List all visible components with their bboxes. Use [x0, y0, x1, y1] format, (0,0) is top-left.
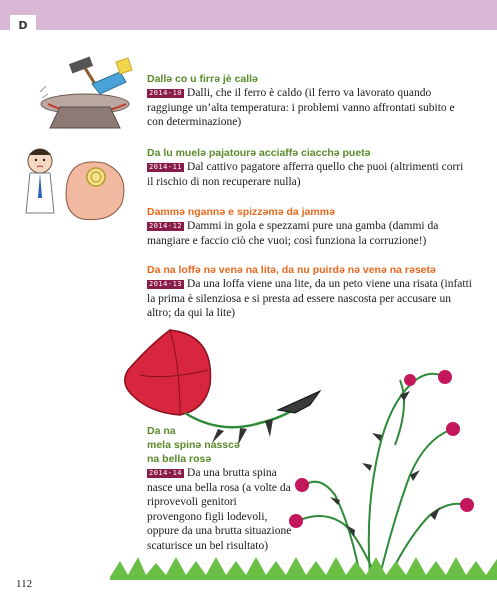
- proverb-code-badge: 2014-13: [149, 280, 183, 288]
- proverb-dialect: Da na loffə nə venə na litə, da nu puirdə nə venə na rəsetə: [147, 264, 436, 276]
- page-number: 112: [16, 578, 33, 590]
- section-header-bar: [0, 0, 497, 30]
- proverb-dialect-line-2: mela spinə nasscə: [147, 439, 240, 451]
- proverb-code-badge: 2014-10: [149, 89, 183, 97]
- man-with-coin-illustration: [22, 143, 132, 225]
- proverb-code-badge: 2014-11: [149, 163, 183, 171]
- proverb-entry-5: [147, 424, 292, 553]
- proverb-entry-2: [147, 146, 467, 189]
- proverb-translation-text: Dal cattivo pagatore afferra quello che puoi (altrimenti corri il rischio di non recuperare nulla): [147, 161, 464, 188]
- proverb-code-badge: 2014-14: [149, 469, 183, 477]
- proverb-translation-text: Da una loffa viene una lite, da un peto viene una risata (infatti la prima è silenziosa e si presta ad essere nascosta per accusare un altro; da qui la lite): [147, 278, 472, 319]
- proverb-dialect-line-1: Da na: [147, 425, 176, 437]
- proverb-translation-text: Da una brutta spina nasce una bella rosa (a volte da riprovevoli genitori provengono figli lodevoli, oppure da una brutta situazione scaturisce un bel risultato): [147, 467, 292, 552]
- proverb-translation: [147, 466, 292, 553]
- proverb-translation: [147, 86, 467, 130]
- hammer-anvil-illustration: [30, 52, 135, 134]
- proverb-translation: [147, 277, 477, 321]
- proverb-entry-4: [147, 263, 477, 321]
- proverb-code-badge: 2014-12: [149, 222, 183, 230]
- proverb-dialect: Da lu muelə pajatourə acciaffə ciacchə puetə: [147, 147, 371, 159]
- proverb-translation-text: Dalli, che il ferro è caldo (il ferro va lavorato quando raggiunge un’alta temperatura: i problemi vanno affrontati subito e con determinazione): [147, 87, 455, 128]
- proverb-dialect: Dallə co u firrə jè callə: [147, 73, 258, 85]
- proverb-entry-1: [147, 72, 467, 130]
- proverb-translation-text: Dammi in gola e spezzami pure una gamba (dammi da mangiare e faccio ciò che vuoi; così funziona la corruzione!): [147, 220, 439, 247]
- proverb-translation: [147, 160, 467, 189]
- proverb-entry-3: [147, 205, 467, 248]
- section-letter-tab: D: [10, 15, 36, 37]
- proverb-translation: [147, 219, 467, 248]
- proverb-dialect-line-3: na bella rosə: [147, 453, 212, 465]
- proverb-dialect: Dammə ngannə e spizzəmə da jammə: [147, 206, 335, 218]
